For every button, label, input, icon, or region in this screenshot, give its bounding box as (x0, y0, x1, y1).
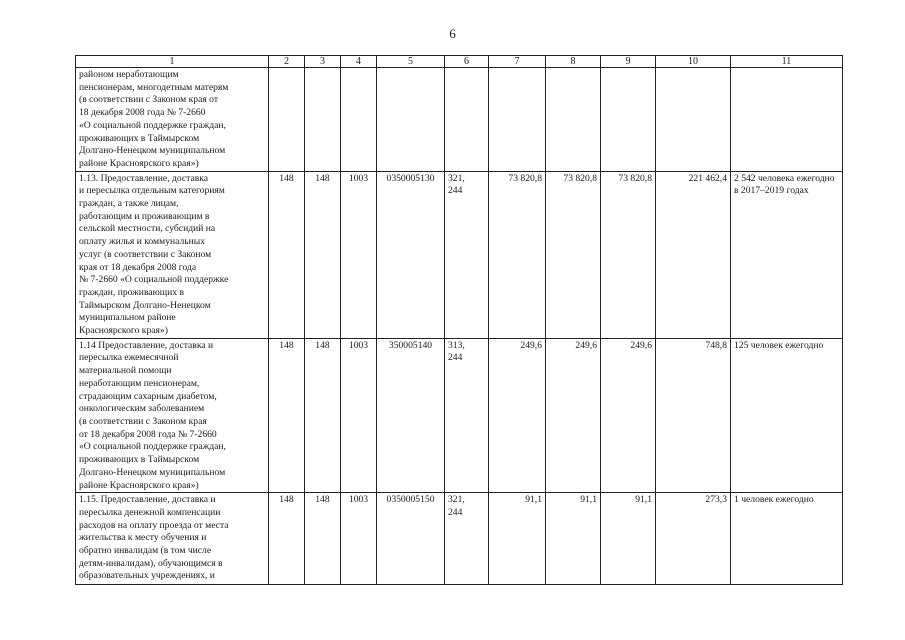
header-cell: 5 (377, 56, 445, 68)
cell-col7: 91,1 (489, 493, 546, 585)
header-cell: 11 (731, 56, 843, 68)
cell-col2: 148 (269, 338, 305, 492)
cell-col11: 125 человек ежегодно (731, 338, 843, 492)
cell-col6: 321, 244 (445, 171, 489, 338)
header-cell: 9 (601, 56, 656, 68)
header-cell: 2 (269, 56, 305, 68)
cell-col7 (489, 68, 546, 172)
header-cell: 7 (489, 56, 546, 68)
cell-col4: 1003 (341, 493, 377, 585)
item-description: 1.13. Предоставление, доставка и пересылка отдельным категориям граждан, а также лицам, работающим и проживающим в сельской местности, субсидий на оплату жилья и коммунальных услуг (в соответствии с Законом края от 18 декабря 2008 года № 7-2660 «О социальной поддержке граждан, проживающих в Таймырском Долгано-Ненецком муниципальном районе Красноярского края») (76, 171, 269, 338)
cell-col3: 148 (305, 493, 341, 585)
item-description: районом неработающим пенсионерам, многодетным матерям (в соответствии с Законом края от 18 декабря 2008 года № 7-2660 «О социальной поддержке граждан, проживающих в Таймырском Долгано-Ненецком муниципальном районе Красноярского края») (76, 68, 269, 172)
cell-col8 (546, 68, 601, 172)
cell-col10: 273,3 (656, 493, 731, 585)
cell-col10 (656, 68, 731, 172)
cell-col9: 91,1 (601, 493, 656, 585)
cell-col9 (601, 68, 656, 172)
cell-col8: 91,1 (546, 493, 601, 585)
cell-col6 (445, 68, 489, 172)
cell-col5 (377, 68, 445, 172)
table-row (76, 171, 843, 338)
cell-col11: 1 человек ежегодно (731, 493, 843, 585)
cell-col2: 148 (269, 493, 305, 585)
cell-col9: 73 820,8 (601, 171, 656, 338)
cell-col4 (341, 68, 377, 172)
cell-col3 (305, 68, 341, 172)
cell-col3: 148 (305, 338, 341, 492)
header-cell: 1 (76, 56, 269, 68)
cell-col5: 0350005130 (377, 171, 445, 338)
header-cell: 6 (445, 56, 489, 68)
cell-col9: 249,6 (601, 338, 656, 492)
item-description: 1.14 Предоставление, доставка и пересылка ежемесячной материальной помощи неработающим пенсионерам, страдающим сахарным диабетом, онкологическим заболеванием (в соответствии с Законом края от 18 декабря 2008 года № 7-2660 «О социальной поддержке граждан, проживающих в Таймырском Долгано-Ненецком муниципальном районе Красноярского края») (76, 338, 269, 492)
cell-col8: 249,6 (546, 338, 601, 492)
cell-col6: 313, 244 (445, 338, 489, 492)
page-number: 6 (449, 26, 456, 41)
cell-col4: 1003 (341, 338, 377, 492)
cell-col7: 73 820,8 (489, 171, 546, 338)
cell-col4: 1003 (341, 171, 377, 338)
cell-col10: 748,8 (656, 338, 731, 492)
cell-col7: 249,6 (489, 338, 546, 492)
cell-col11 (731, 68, 843, 172)
header-cell: 4 (341, 56, 377, 68)
header-cell: 8 (546, 56, 601, 68)
table-row (76, 68, 843, 172)
header-cell: 3 (305, 56, 341, 68)
cell-col10: 221 462,4 (656, 171, 731, 338)
cell-col5: 0350005150 (377, 493, 445, 585)
cell-col2: 148 (269, 171, 305, 338)
cell-col5: 350005140 (377, 338, 445, 492)
item-description: 1.15. Предоставление, доставка и пересылка денежной компенсации расходов на оплату проезда от места жительства к месту обучения и обратно инвалидам (в том числе детям-инвалидам), обучающимся в образовательных учреждениях, и (76, 493, 269, 585)
cell-col2 (269, 68, 305, 172)
cell-col6: 321, 244 (445, 493, 489, 585)
cell-col11: 2 542 человека ежегодно в 2017–2019 годах (731, 171, 843, 338)
table-row (76, 338, 843, 492)
cell-col8: 73 820,8 (546, 171, 601, 338)
budget-table (75, 55, 843, 585)
header-cell: 10 (656, 56, 731, 68)
table-header-row (76, 56, 843, 68)
table-row (76, 493, 843, 585)
cell-col3: 148 (305, 171, 341, 338)
